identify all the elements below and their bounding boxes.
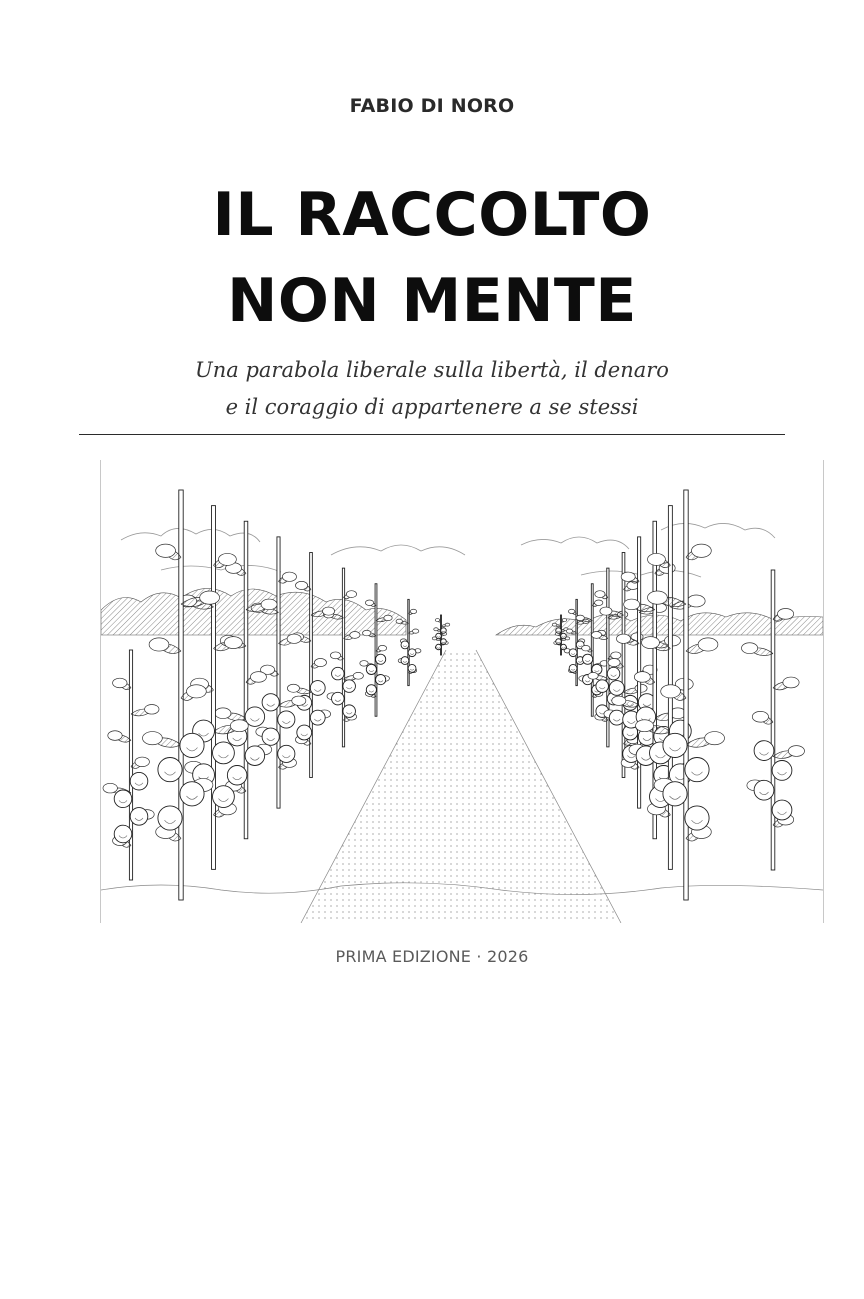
tomato-plant bbox=[564, 599, 589, 685]
title-line-1: IL RACCOLTO bbox=[212, 180, 652, 250]
tomato-plant bbox=[287, 553, 334, 778]
subtitle-line-1: Una parabola liberale sulla libertà, il denaro bbox=[195, 358, 669, 382]
tomato-plant bbox=[103, 650, 159, 880]
clouds bbox=[121, 523, 775, 577]
tomato-field-illustration bbox=[100, 460, 824, 923]
edition-note: PRIMA EDIZIONE · 2026 bbox=[335, 947, 529, 966]
book-title bbox=[0, 172, 864, 344]
subtitle-line-2: e il coraggio di appartenere a se stessi bbox=[225, 395, 639, 419]
tomato-plant bbox=[576, 584, 608, 717]
tomato-plant bbox=[143, 490, 220, 900]
tomato-field-drawing bbox=[101, 460, 823, 923]
tomato-plant bbox=[648, 490, 725, 900]
divider-rule bbox=[79, 434, 785, 435]
tomato-plant bbox=[324, 568, 364, 747]
author-name: FABIO DI NORO bbox=[349, 95, 515, 117]
tomato-plant bbox=[360, 584, 392, 717]
tomato-plant bbox=[396, 599, 421, 685]
title-line-2: NON MENTE bbox=[227, 266, 637, 336]
right-plant-row bbox=[552, 490, 804, 900]
book-subtitle bbox=[0, 352, 864, 426]
tomato-plant bbox=[432, 615, 450, 655]
